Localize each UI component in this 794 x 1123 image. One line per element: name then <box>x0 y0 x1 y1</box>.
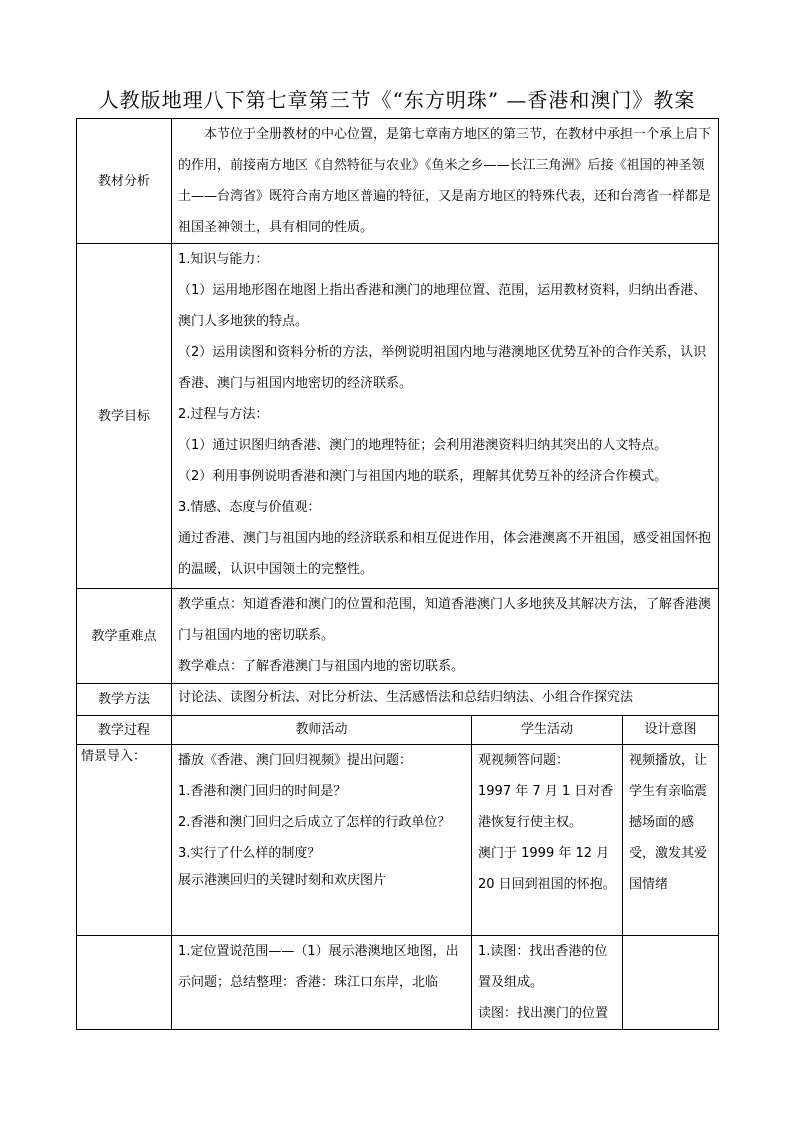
objective-line: （2）利用事例说明香港和澳门与祖国内地的联系，理解其优势互补的经济合作模式。 <box>178 469 668 484</box>
methods-row <box>77 684 719 716</box>
methods-label: 教学方法 <box>77 684 172 716</box>
key-points-text <box>172 589 719 684</box>
key-points-row <box>77 589 719 684</box>
teacher-activity: 1.定位置说范围——（1）展示港澳地区地图，出示问题；总结整理：香港：珠江口东岸，北临 <box>172 936 472 1030</box>
process-header-stage: 教学过程 <box>77 716 172 745</box>
process-stage: 情景导入： <box>77 745 172 936</box>
objective-line: （1）运用地形图在地图上指出香港和澳门的地理位置、范围，运用教材资料，归纳出香港、澳门人多地狭的特点。 <box>178 283 707 329</box>
objectives-label: 教学目标 <box>77 244 172 589</box>
objective-line: 1.知识与能力： <box>178 252 269 267</box>
student-activity: 观视频答问题： 1997 年 7 月 1 日对香港恢复行使主权。 澳门于 1999 年 12 月 20 日回到祖国的怀抱。 <box>472 745 623 936</box>
process-header-row <box>77 716 719 745</box>
objective-line: （1）通过识图归纳香港、澳门的地理特征；会利用港澳资料归纳其突出的人文特点。 <box>178 438 668 453</box>
methods-text: 讨论法、读图分析法、对比分析法、生活感悟法和总结归纳法、小组合作探究法 <box>172 684 719 716</box>
process-stage <box>77 936 172 1030</box>
objective-line: 通过香港、澳门与祖国内地的经济联系和相互促进作用，体会港澳离不开祖国，感受祖国怀抱的温暖，认识中国领土的完整性。 <box>178 531 712 577</box>
key-points-label: 教学重难点 <box>77 589 172 684</box>
process-row <box>77 745 719 936</box>
process-header-student: 学生活动 <box>472 716 623 745</box>
material-analysis-text: 本节位于全册教材的中心位置，是第七章南方地区的第三节，在教材中承担一个承上启下的作用，前接南方地区《自然特征与农业》《鱼米之乡——长江三角洲》后接《祖国的神圣领土——台湾省》既符合南方地区普遍的特征，又是南方地区的特殊代表，还和台湾省一样都是祖国圣神领土，具有相同的性质。 <box>172 119 719 244</box>
objective-line: 2.过程与方法： <box>178 407 269 422</box>
objectives-text <box>172 244 719 589</box>
key-point-line: 教学重点：知道香港和澳门的位置和范围，知道香港澳门人多地狭及其解决方法，了解香港澳门与祖国内地的密切联系。 <box>178 597 712 643</box>
objective-line: （2）运用读图和资料分析的方法，举例说明祖国内地与港澳地区优势互补的合作关系，认识香港、澳门与祖国内地密切的经济联系。 <box>178 345 707 391</box>
objectives-row <box>77 244 719 589</box>
design-intent: 视频播放，让学生有亲临震撼场面的感受，激发其爱国情绪 <box>623 745 719 936</box>
objective-line: 3.情感、态度与价值观： <box>178 500 321 515</box>
material-analysis-label: 教材分析 <box>77 119 172 244</box>
process-row <box>77 936 719 1030</box>
process-header-teacher: 教师活动 <box>172 716 472 745</box>
material-analysis-row <box>77 119 719 244</box>
teacher-activity: 播放《香港、澳门回归视频》提出问题： 1.香港和澳门回归的时间是？ 2.香港和澳门回归之后成立了怎样的行政单位？ 3.实行了什么样的制度？ 展示港澳回归的关键时刻和欢庆图片 <box>172 745 472 936</box>
document-title: 人教版地理八下第七章第三节《“东方明珠” —香港和澳门》教案 <box>98 88 696 112</box>
key-point-line: 教学难点：了解香港澳门与祖国内地的密切联系。 <box>178 659 465 674</box>
lesson-plan-table <box>76 118 719 1030</box>
design-intent <box>623 936 719 1030</box>
process-header-intent: 设计意图 <box>623 716 719 745</box>
student-activity: 1.读图：找出香港的位置及组成。 读图：找出澳门的位置 <box>472 936 623 1030</box>
